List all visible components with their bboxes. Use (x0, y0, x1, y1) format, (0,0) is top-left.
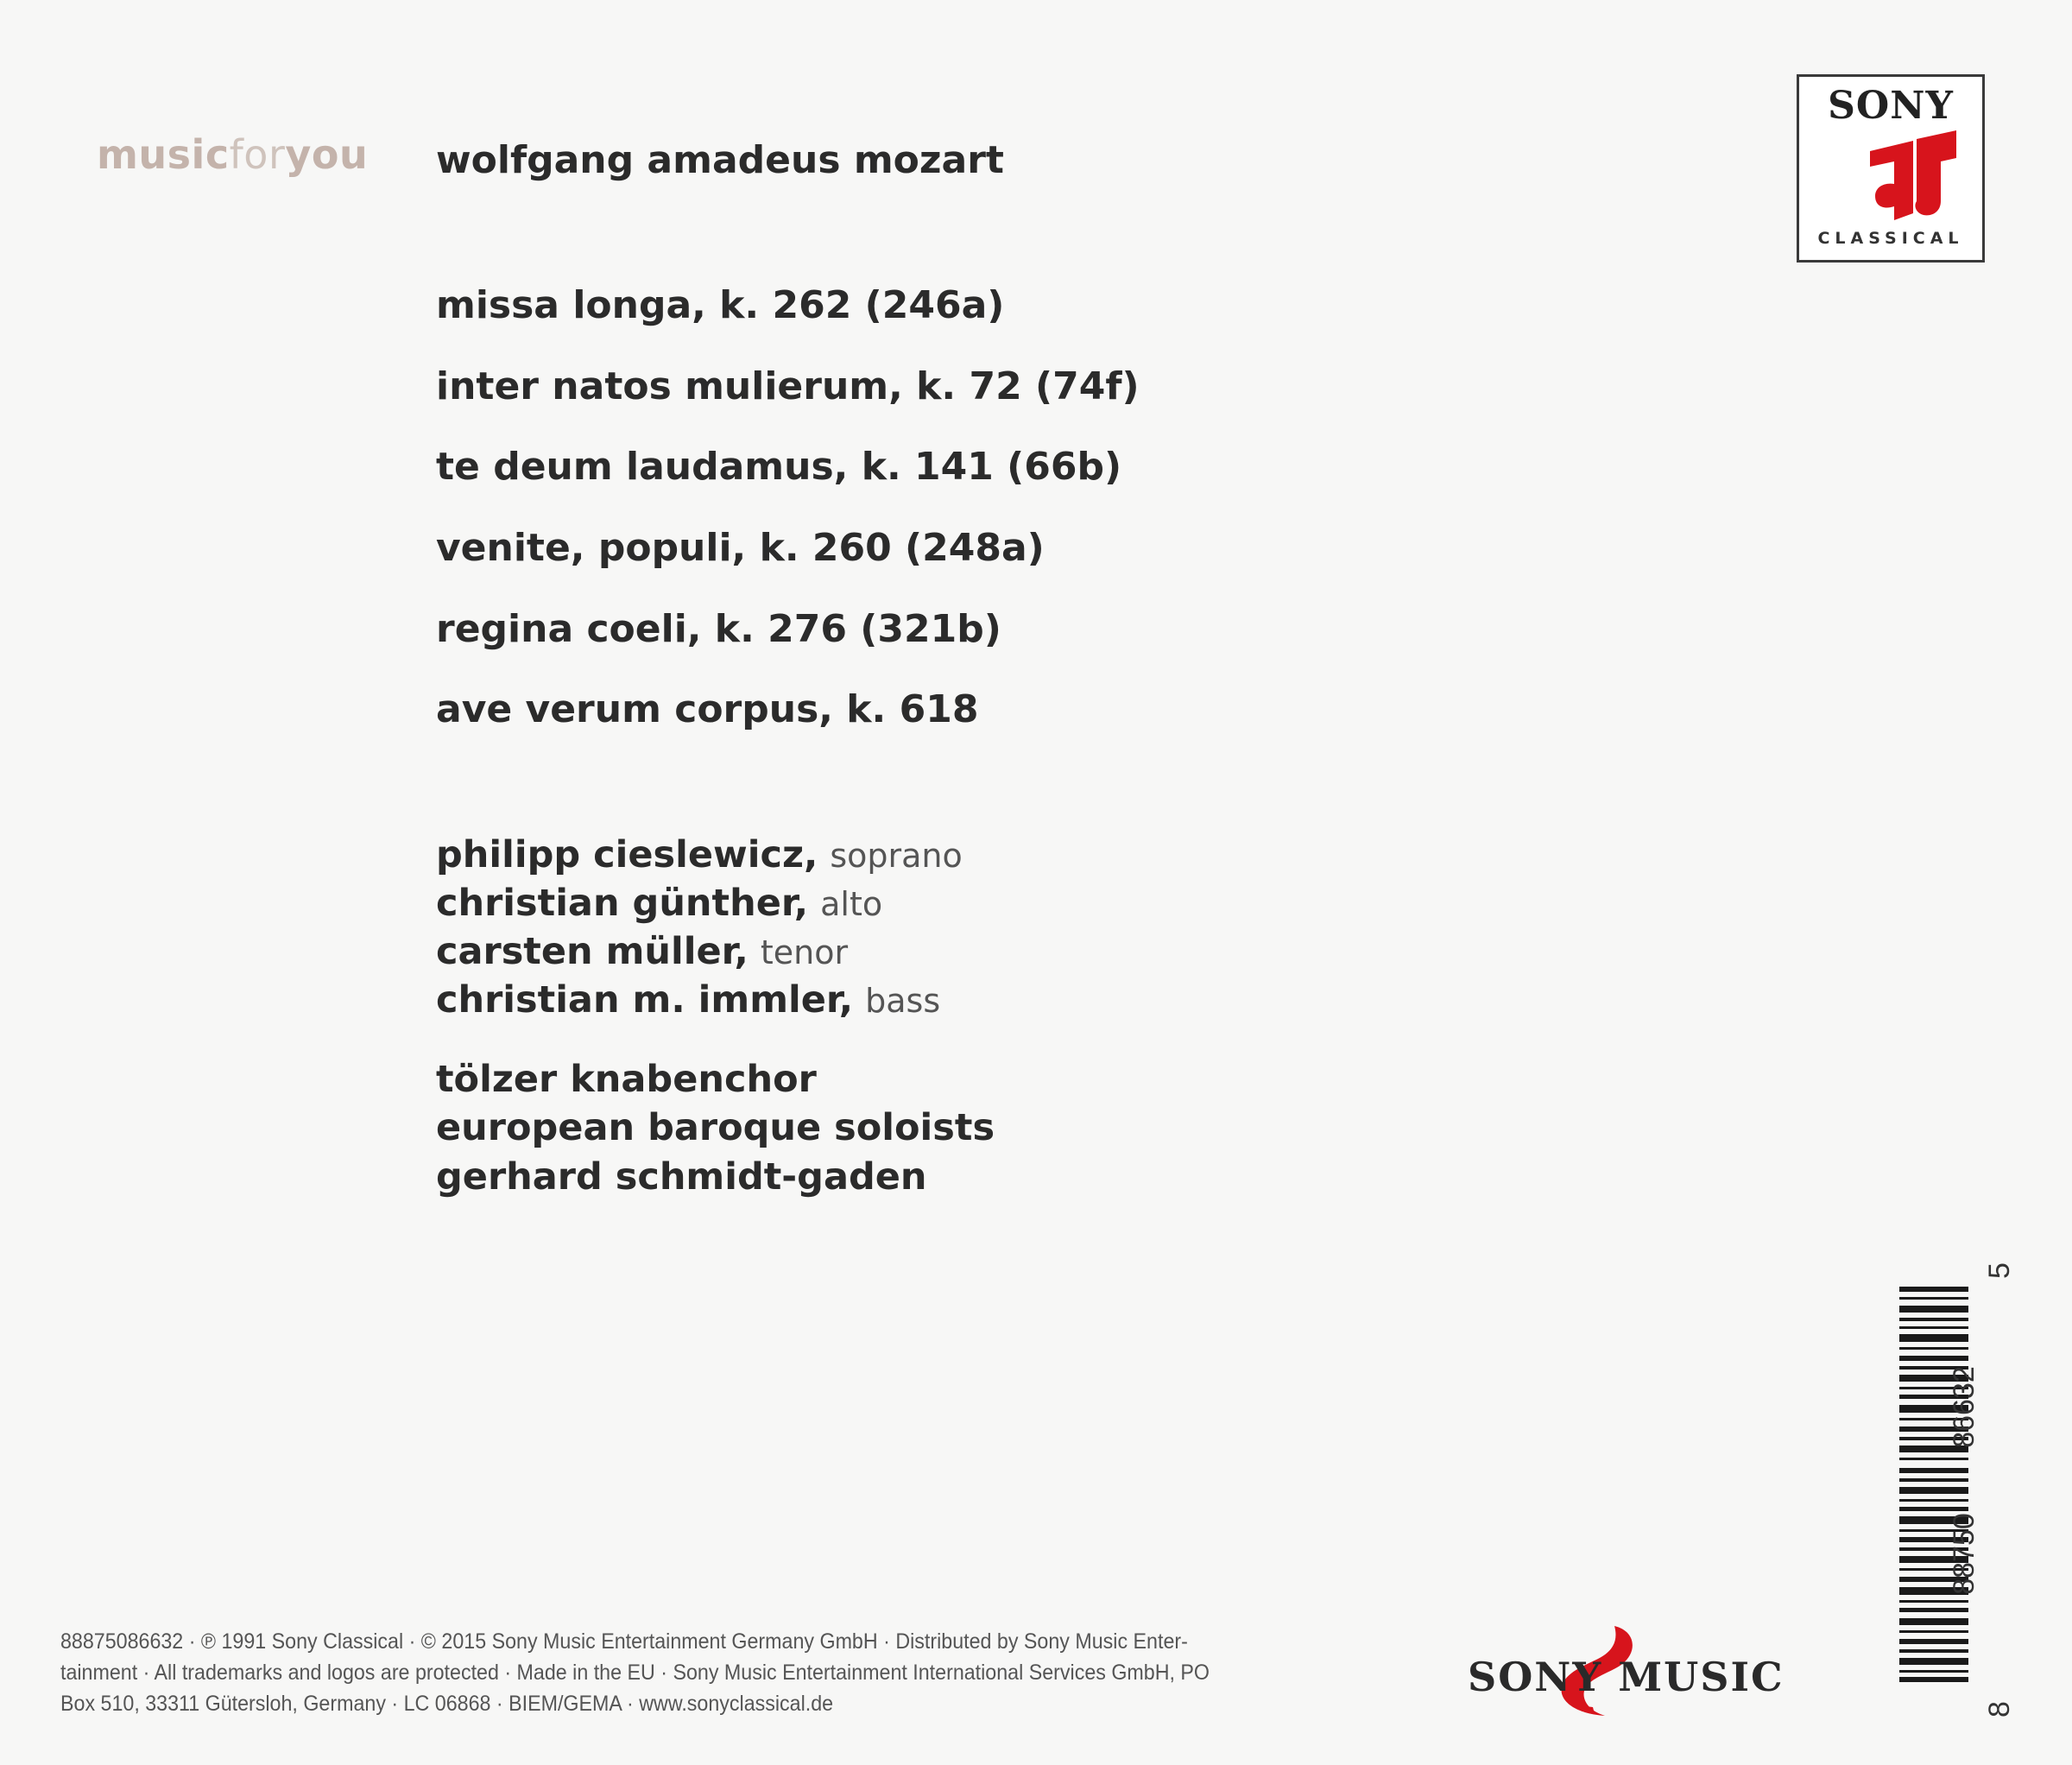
composer-name: wolfgang amadeus mozart (436, 138, 1004, 182)
brand-part-for: for (229, 131, 286, 178)
performer-item (436, 930, 848, 973)
track-item: ave verum corpus, k. 618 (436, 687, 979, 731)
barcode-digits-group2: 86632 (1947, 1366, 1980, 1448)
barcode-digits-group1: 88750 (1947, 1513, 1980, 1595)
sony-wordmark: SONY (1828, 84, 1954, 128)
performer-item (436, 882, 882, 925)
performer-role: alto (820, 885, 883, 923)
track-item: regina coeli, k. 276 (321b) (436, 607, 1001, 651)
sony-classical-emblem-icon (1860, 127, 1963, 231)
performer-role: soprano (830, 837, 963, 875)
performer-item (436, 833, 963, 876)
barcode-bars (1899, 1287, 1968, 1684)
performer-name: christian günther, (436, 882, 809, 925)
sony-classical-logo (1797, 74, 1985, 263)
brand-part-music: music (97, 131, 230, 178)
barcode (1899, 1287, 1968, 1684)
barcode-digit-bottom: 8 (1982, 1701, 2016, 1718)
music-for-you-brand (97, 131, 368, 178)
performer-name: carsten müller, (436, 930, 749, 973)
performer-name: christian m. immler, (436, 978, 854, 1022)
classical-label: CLASSICAL (1817, 229, 1964, 248)
legal-text (60, 1626, 1216, 1719)
performer-role: tenor (760, 933, 849, 971)
legal-line: 88875086632 · ℗ 1991 Sony Classical · © 2015 Sony Music Entertainment Germany GmbH · Distributed by Sony Music Enter- (60, 1629, 1188, 1654)
ensemble-item: tölzer knabenchor (436, 1058, 817, 1101)
brand-part-you: you (285, 131, 369, 178)
legal-line: Box 510, 33311 Gütersloh, Germany · LC 06868 · BIEM/GEMA · www.sonyclassical.de (60, 1692, 834, 1716)
performer-name: philipp cieslewicz, (436, 833, 818, 876)
barcode-digit-top: 5 (1982, 1262, 2016, 1279)
track-item: te deum laudamus, k. 141 (66b) (436, 445, 1122, 489)
sony-music-wordmark: SONY MUSIC (1468, 1654, 1785, 1700)
performer-role: bass (865, 982, 941, 1020)
track-item: missa longa, k. 262 (246a) (436, 283, 1005, 327)
performer-item (436, 978, 940, 1022)
ensemble-item: european baroque soloists (436, 1106, 995, 1149)
track-item: venite, populi, k. 260 (248a) (436, 526, 1045, 570)
ensemble-item: gerhard schmidt-gaden (436, 1155, 927, 1199)
track-item: inter natos mulierum, k. 72 (74f) (436, 364, 1140, 408)
legal-line: tainment · All trademarks and logos are protected · Made in the EU · Sony Music Entertainment International Services GmbH, PO (60, 1661, 1210, 1685)
